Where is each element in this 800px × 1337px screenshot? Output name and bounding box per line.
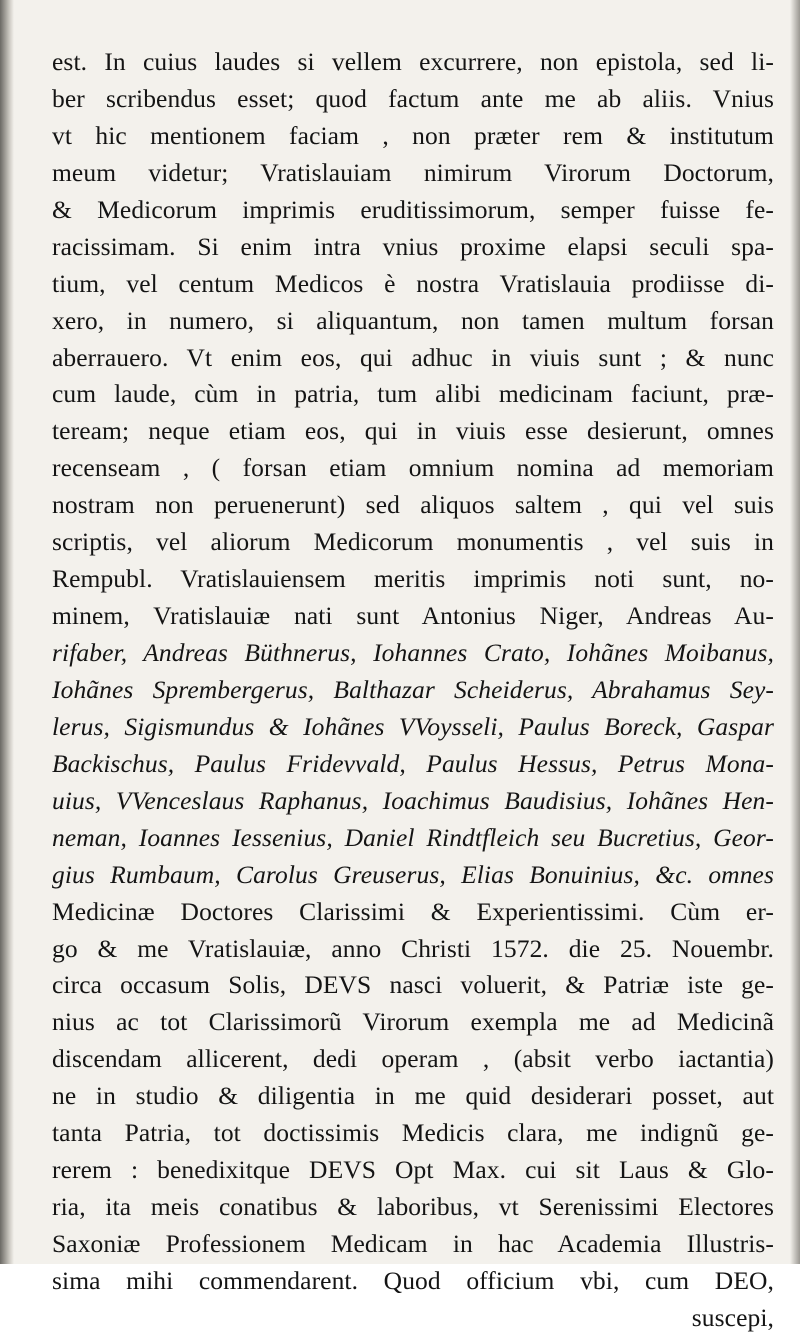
text-line: & Medicorum imprimis eruditissimorum, semper fuisse fe- — [52, 194, 774, 224]
text-line: lerus, Sigismundus & Iohãnes VVoysseli, Paulus Boreck, Gaspar — [52, 711, 774, 741]
text-line: vt hic mentionem faciam , non præter rem & institutum — [52, 120, 774, 150]
text-line: Backischus, Paulus Fridevvald, Paulus Hessus, Petrus Mona- — [52, 748, 774, 778]
text-line: suscepi, — [691, 1302, 774, 1332]
latin-text-body — [52, 44, 774, 1337]
text-line: racissimam. Si enim intra vnius proxime elapsi seculi spa- — [52, 231, 774, 261]
text-line: recenseam , ( forsan etiam omnium nomina ad memoriam — [52, 453, 774, 483]
text-line: minem, Vratislauiæ nati sunt Antonius Niger, Andreas Au- — [52, 601, 774, 631]
text-line: meum videtur; Vratislauiam nimirum Virorum Doctorum, — [52, 157, 774, 187]
text-line: xero, in numero, si aliquantum, non tamen multum forsan — [52, 305, 774, 335]
text-line: sima mihi commendarent. Quod officium vbi, cum DEO, — [52, 1265, 774, 1295]
text-line: neman, Ioannes Iessenius, Daniel Rindtfleich seu Bucretius, Geor- — [52, 822, 774, 852]
text-line: aberrauero. Vt enim eos, qui adhuc in viuis sunt ; & nunc — [52, 342, 774, 372]
text-line: Saxoniæ Professionem Medicam in hac Academia Illustris- — [52, 1229, 774, 1258]
text-line: est. In cuius laudes si vellem excurrere, non epistola, sed li- — [52, 47, 774, 76]
text-line: go & me Vratislauiæ, anno Christi 1572. die 25. Nouembr. — [52, 933, 774, 963]
page-gutter-shadow — [0, 0, 14, 1264]
text-line: uius, VVenceslaus Raphanus, Ioachimus Baudisius, Iohãnes Hen- — [52, 785, 774, 815]
text-line: rerem : benedixitque DEVS Opt Max. cui sit Laus & Glo- — [52, 1155, 774, 1185]
text-line: ber scribendus esset; quod factum ante me ab aliis. Vnius — [52, 83, 774, 113]
text-line: tanta Patria, tot doctissimis Medicis clara, me indignũ ge- — [52, 1118, 774, 1148]
text-line: discendam allicerent, dedi operam , (absit verbo iactantia) — [52, 1044, 774, 1074]
text-line: cum laude, cùm in patria, tum alibi medicinam faciunt, præ- — [52, 379, 774, 409]
text-line: Medicinæ Doctores Clarissimi & Experientissimi. Cùm er- — [52, 896, 774, 926]
text-line: Rempubl. Vratislauiensem meritis imprimis noti sunt, no- — [52, 564, 774, 594]
text-line: teream; neque etiam eos, qui in viuis esse desierunt, omnes — [52, 416, 774, 446]
text-line: nius ac tot Clarissimorũ Virorum exempla me ad Medicinã — [52, 1007, 774, 1037]
text-line: tium, vel centum Medicos è nostra Vratislauia prodiisse di- — [52, 268, 774, 298]
text-line: nostram non peruenerunt) sed aliquos saltem , qui vel suis — [52, 490, 774, 520]
text-line: scriptis, vel aliorum Medicorum monumentis , vel suis in — [52, 527, 774, 557]
text-line: gius Rumbaum, Carolus Greuserus, Elias Bonuinius, &c. omnes — [52, 859, 774, 889]
text-line: rifaber, Andreas Büthnerus, Iohannes Crato, Iohãnes Moibanus, — [52, 638, 774, 667]
text-line: ne in studio & diligentia in me quid desiderari posset, aut — [52, 1081, 774, 1111]
text-line: circa occasum Solis, DEVS nasci voluerit, & Patriæ iste ge- — [52, 970, 774, 1000]
text-line: ria, ita meis conatibus & laboribus, vt Serenissimi Electores — [52, 1192, 774, 1222]
text-line: Iohãnes Sprembergerus, Balthazar Scheiderus, Abrahamus Sey- — [52, 674, 774, 704]
page-edge-shadow — [790, 0, 800, 1264]
